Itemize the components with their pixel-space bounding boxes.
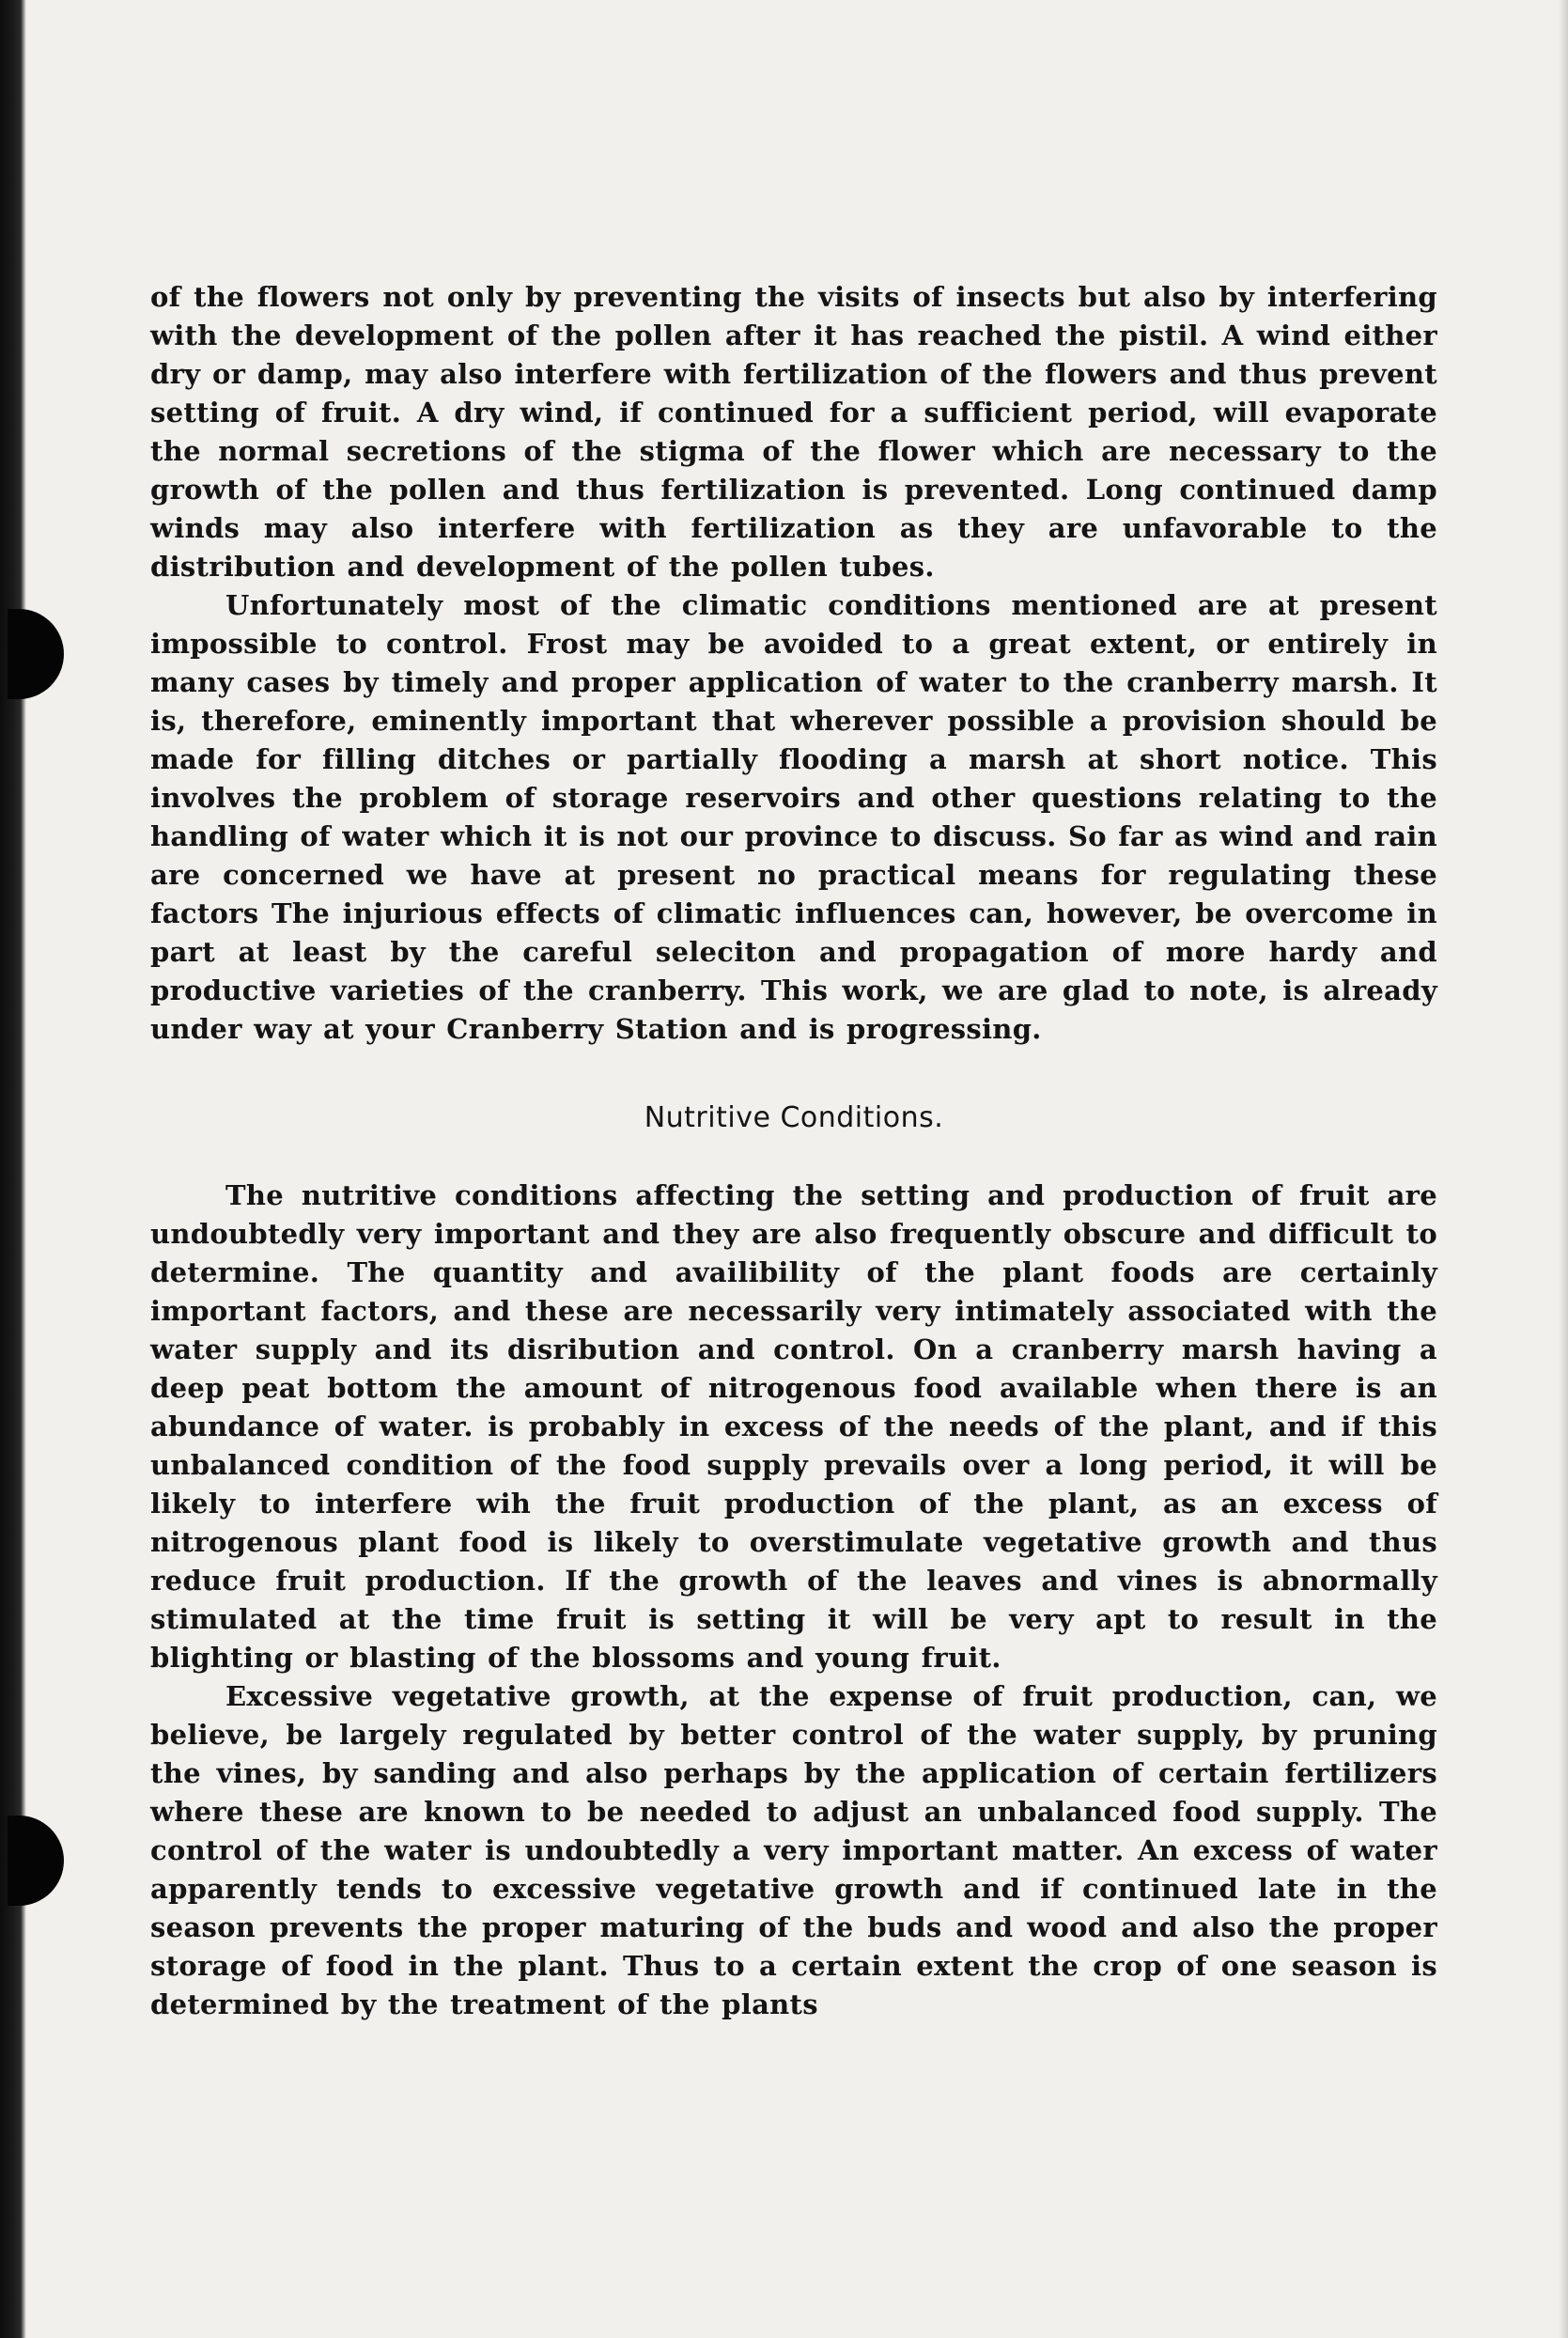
paragraph-nutritive-conditions: The nutritive conditions affecting the setting and production of fruit are undoubtedly very important and they are also frequently obscure and difficult to determine. The quantity and availibility of the plant foods are certainly important factors, and these are necessarily very intimately associated with the water supply and its disribution and control. On a cranberry marsh having a deep peat bottom the amount of nitrogenous food available when there is an abundance of water. is probably in excess of the needs of the plant, and if this unbalanced condition of the food supply prevails over a long period, it will be likely to interfere wih the fruit production of the plant, as an excess of nitrogenous plant food is likely to overstimulate vegetative growth and thus reduce fruit production. If the growth of the leaves and vines is abnormally stimulated at the time fruit is setting it will be very apt to result in the blighting or blasting of the blossoms and young fruit. — [150, 1179, 1437, 1674]
page-body — [150, 278, 1437, 2024]
page-binding-edge — [0, 0, 26, 2338]
binder-hole-top — [8, 609, 64, 699]
paragraph-pollen-fertilization: of the flowers not only by preventing the visits of insects but also by interfering with the development of the pollen after it has reached the pistil. A wind either dry or damp, may also interfere with fertilization of the flowers and thus prevent setting of fruit. A dry wind, if continued for a sufficient period, will evaporate the normal secretions of the stigma of the flower which are necessary to the growth of the pollen and thus fertilization is prevented. Long continued damp winds may also interfere with fertilization as they are unfavorable to the distribution and development of the pollen tubes. — [150, 281, 1437, 583]
binder-hole-bottom — [8, 1816, 64, 1906]
page-right-edge — [1559, 0, 1568, 2338]
section-heading: Nutritive Conditions. — [644, 1101, 944, 1134]
paragraph-climatic-control: Unfortunately most of the climatic conditions mentioned are at present impossible to control. Frost may be avoided to a great extent, or entirely in many cases by timely and proper application of water to the cranberry marsh. It is, therefore, eminently important that wherever possible a provision should be made for filling ditches or partially flooding a marsh at short notice. This involves the problem of storage reservoirs and other questions relating to the handling of water which it is not our province to discuss. So far as wind and rain are concerned we have at present no practical means for regulating these factors The injurious effects of climatic influences can, however, be overcome in part at least by the careful seleciton and propagation of more hardy and productive varieties of the cranberry. This work, we are glad to note, is already under way at your Cranberry Station and is progressing. — [150, 589, 1437, 1045]
paragraph-vegetative-growth: Excessive vegetative growth, at the expense of fruit production, can, we believe, be largely regulated by better control of the water supply, by pruning the vines, by sanding and also perhaps by the application of certain fertilizers where these are known to be needed to adjust an unbalanced food supply. The control of the water is undoubtedly a very important matter. An excess of water apparently tends to excessive vegetative growth and if continued late in the season prevents the proper maturing of the buds and wood and also the proper storage of food in the plant. Thus to a certain extent the crop of one season is determined by the treatment of the plants — [150, 1680, 1437, 2020]
